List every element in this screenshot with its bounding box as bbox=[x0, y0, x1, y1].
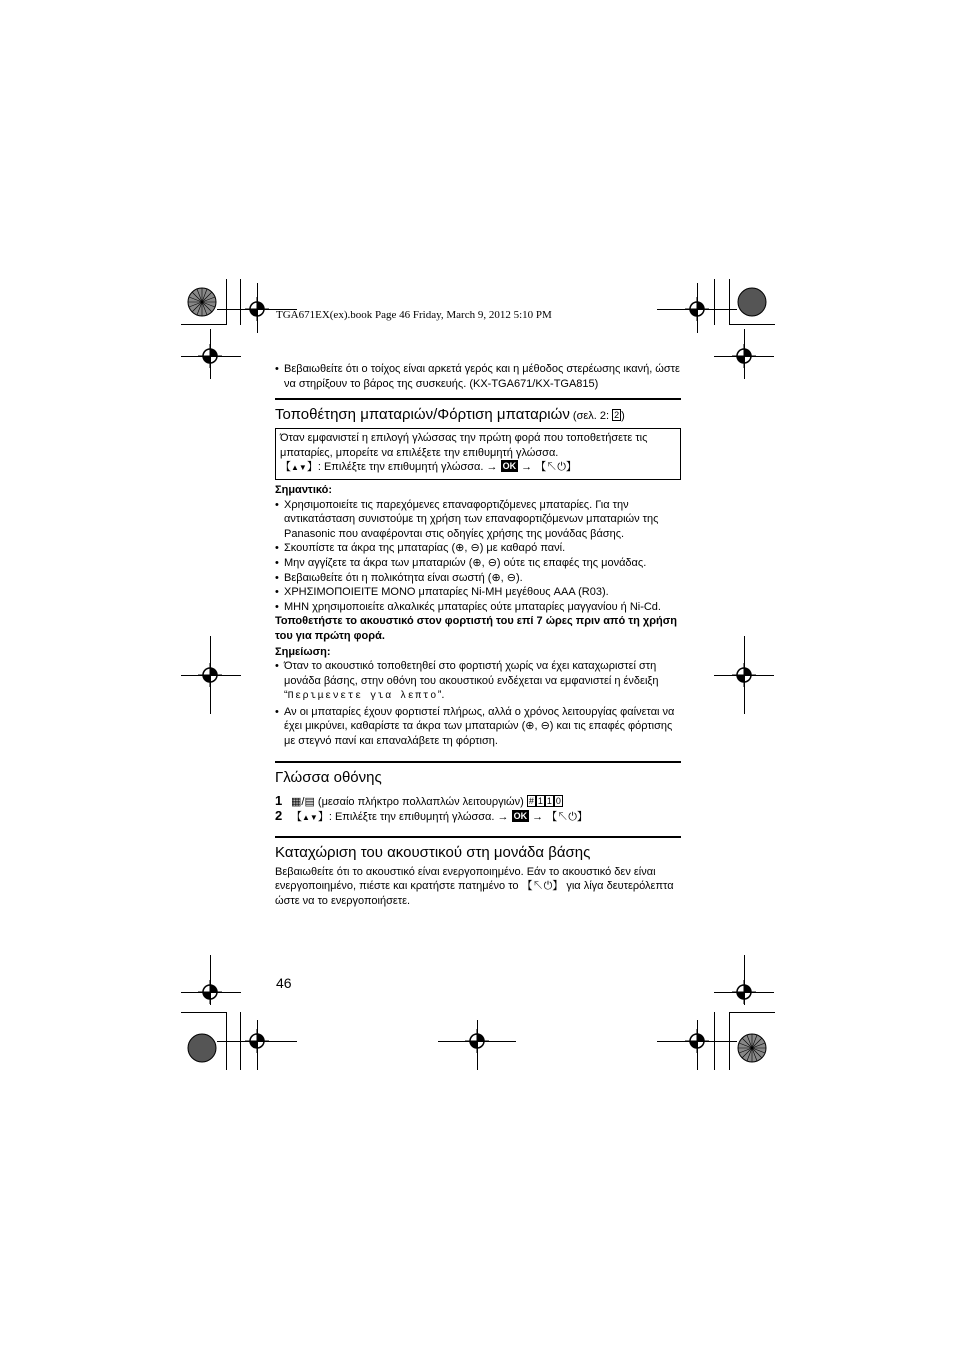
list-item: • ΜΗΝ χρησιμοποιείτε αλκαλικές μπαταρίες ούτε μπαταρίες μαγγανίου ή Ni-Cd. bbox=[275, 600, 681, 615]
step-1: 1 ▦/▤ (μεσαίο πλήκτρο πολλαπλών λειτουργιών) # 1 1 0 bbox=[275, 792, 561, 808]
arrow-icon: → bbox=[486, 461, 498, 474]
registration-target-icon bbox=[732, 663, 756, 687]
off-key-icon: 【↖⏻】 bbox=[546, 811, 588, 824]
page-reference: (σελ. 2: 2 ) bbox=[572, 410, 625, 423]
arrow-icon: → bbox=[497, 811, 509, 824]
starburst-patch-icon bbox=[187, 287, 217, 317]
key-1: 1 bbox=[537, 795, 543, 806]
off-key-icon: 【↖⏻】 bbox=[535, 461, 577, 474]
arrow-icon: → bbox=[532, 811, 544, 824]
step-2: 2 【▲▼】: Επιλέξτε την επιθυμητή γλώσσα. → OK → 【↖⏻】 bbox=[275, 808, 588, 824]
battery-section-title: Τοποθέτηση μπαταριών/Φόρτιση μπαταριών bbox=[275, 406, 570, 424]
section-rule bbox=[275, 761, 681, 763]
registration-target-icon bbox=[685, 1029, 709, 1053]
ok-key-icon: OK bbox=[513, 811, 528, 822]
section-rule bbox=[275, 836, 681, 838]
important-label: Σημαντικό: bbox=[275, 483, 333, 496]
language-section-title: Γλώσσα οθόνης bbox=[275, 768, 382, 786]
ok-key-icon: OK bbox=[502, 461, 517, 472]
registration-target-icon bbox=[245, 1029, 269, 1053]
navigator-key-icon: 【▲▼】 bbox=[280, 461, 318, 474]
registration-text: Βεβαιωθείτε ότι το ακουστικό είναι ενεργοποιημένο. Εάν το ακουστικό δεν είναι ενεργοποιημένο, πιέστε και κρατήστε πατημένο το 【↖⏻】 για λίγα δευτερόλεπτα ώστε να το ενεργοποιήσετε. bbox=[275, 865, 674, 908]
battery-section-heading bbox=[275, 406, 681, 424]
key-hash: # bbox=[528, 795, 534, 806]
page-content bbox=[275, 362, 681, 909]
navigator-key-icon: 【▲▼】 bbox=[291, 811, 329, 824]
registration-target-icon bbox=[198, 344, 222, 368]
figure-number-box: 2 bbox=[614, 410, 620, 421]
gray-patch-icon bbox=[187, 1033, 217, 1063]
language-info-box bbox=[275, 428, 681, 480]
info-box-instruction: 【▲▼】: Επιλέξτε την επιθυμητή γλώσσα. → OK → 【↖⏻】 bbox=[280, 461, 577, 474]
list-item: • Σκουπίστε τα άκρα της μπαταρίας (⊕, ⊖) με καθαρό πανί. bbox=[275, 541, 681, 556]
menu-key-icon: ▦/▤ bbox=[291, 795, 315, 808]
info-box-text: Όταν εμφανιστεί η επιλογή γλώσσας την πρώτη φορά που τοποθετήσετε τις μπαταρίες, μπορείτε να επιλέξετε την επιθυμητή γλώσσα. bbox=[280, 432, 648, 459]
note-label: Σημείωση: bbox=[275, 645, 331, 658]
charge-warning: Τοποθετήστε το ακουστικό στον φορτιστή του επί 7 ώρες πριν από τη χρήση του για πρώτη φορά. bbox=[275, 615, 678, 642]
registration-section-title: Καταχώριση του ακουστικού στη μονάδα βάσης bbox=[275, 843, 591, 861]
registration-target-icon bbox=[732, 980, 756, 1004]
important-list bbox=[275, 498, 681, 615]
list-item: • Χρησιμοποιείτε τις παρεχόμενες επαναφορτιζόμενες μπαταρίες. Για την αντικατάσταση συνιστούμε τη χρήση των επαναφορτιζόμενων μπαταριών της Panasonic που αναφέρονται στις οδηγίες χρήσης της μονάδας βάσης. bbox=[275, 498, 681, 542]
registration-target-icon bbox=[465, 1029, 489, 1053]
registration-target-icon bbox=[198, 663, 222, 687]
list-item: • Βεβαιωθείτε ότι η πολικότητα είναι σωστή (⊕, ⊖). bbox=[275, 571, 681, 586]
registration-target-icon bbox=[685, 297, 709, 321]
handset-display-text: Περιμενετε για λεπτο bbox=[287, 691, 438, 703]
starburst-patch-icon bbox=[737, 1033, 767, 1063]
gray-patch-icon bbox=[737, 287, 767, 317]
registration-target-icon bbox=[732, 344, 756, 368]
page-number: 46 bbox=[276, 975, 292, 991]
section-rule bbox=[275, 398, 681, 400]
key-1: 1 bbox=[546, 795, 552, 806]
print-header: TGA671EX(ex).book Page 46 Friday, March 9, 2012 5:10 PM bbox=[276, 309, 552, 321]
off-key-icon: 【↖⏻】 bbox=[521, 880, 564, 893]
list-item: • ΧΡΗΣΙΜΟΠΟΙΕΙΤΕ ΜΟΝΟ μπαταρίες Ni-MH μεγέθους AAA (R03). bbox=[275, 585, 681, 600]
registration-target-icon bbox=[198, 980, 222, 1004]
list-item: • Όταν το ακουστικό τοποθετηθεί στο φορτιστή χωρίς να έχει καταχωριστεί στη μονάδα βάσης, στην οθόνη του ακουστικού ενδέχεται να εμφανιστεί η ένδειξη “Περιμενετε για λεπτο”. bbox=[275, 659, 681, 705]
registration-target-icon bbox=[245, 297, 269, 321]
arrow-icon: → bbox=[521, 461, 533, 474]
list-item: • Αν οι μπαταρίες έχουν φορτιστεί πλήρως, αλλά ο χρόνος λειτουργίας φαίνεται να έχει μικρύνει, καθαρίστε τα άκρα των μπαταριών (⊕, ⊖) και τις επαφές φόρτισης με στεγνό πανί και επαναλάβετε τη φόρτιση. bbox=[275, 705, 681, 749]
intro-bullet: • Βεβαιωθείτε ότι ο τοίχος είναι αρκετά γερός και η μέθοδος στερέωσης ικανή, ώστε να στηρίξουν το βάρος της συσκευής. (KX-TGA671/KX-TGA815) bbox=[275, 362, 681, 391]
key-0: 0 bbox=[555, 795, 561, 806]
list-item: • Μην αγγίζετε τα άκρα των μπαταριών (⊕, ⊖) ούτε τις επαφές της μονάδας. bbox=[275, 556, 681, 571]
